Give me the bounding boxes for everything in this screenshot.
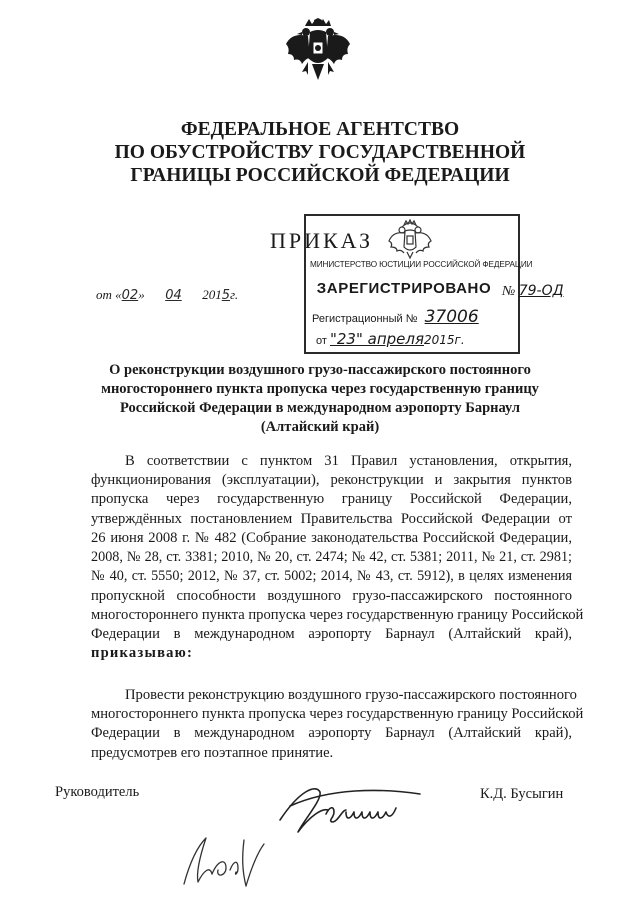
stamp-regnum-value: 37006: [424, 307, 479, 327]
preamble-line: 26 июня 2008 г. № 482 (Собрание законодательства Российской Федерации,: [91, 530, 572, 546]
stamp-date-prefix: от: [316, 335, 327, 347]
order-date: [96, 287, 238, 303]
handwritten-initials: [176, 826, 268, 892]
order-subject-line: О реконструкции воздушного грузо-пассажирского постоянного: [109, 362, 531, 378]
preamble-line: № 40, ст. 5550; 2012, № 37, ст. 5002; 2014, № 43, ст. 5912), в целях изменения: [91, 568, 572, 584]
stamp-registration-number: [312, 307, 479, 327]
agency-name-line: ГРАНИЦЫ РОССИЙСКОЙ ФЕДЕРАЦИИ: [130, 165, 510, 186]
stamp-regnum-label: Регистрационный №: [312, 313, 418, 325]
date-prefix: от «: [96, 287, 122, 302]
preamble-line: функционирования (эксплуатации), реконструкции и закрытия пунктов: [91, 472, 572, 488]
stamp-registered: ЗАРЕГИСТРИРОВАНО: [316, 280, 492, 297]
preamble-line: В соответствии с пунктом 31 Правил установления, открытия,: [125, 453, 572, 469]
preamble-line: Федерации в международном аэропорту Барнаул (Алтайский край),: [91, 626, 572, 642]
order-subject-line: (Алтайский край): [260, 419, 380, 435]
order-subject-line: Российской Федерации в международном аэропорту Барнаул: [119, 400, 521, 416]
double-headed-eagle-icon: [284, 18, 352, 88]
date-month: 04: [165, 288, 182, 303]
agency-name-line: ФЕДЕРАЛЬНОЕ АГЕНТСТВО: [180, 119, 460, 140]
order-line: предусмотрев его поэтапное принятие.: [91, 745, 334, 761]
order-subject-line: многостороннего пункта пропуска через государственную границу: [101, 381, 539, 397]
order-number-value: 79-ОД: [518, 283, 564, 299]
agency-name-line: ПО ОБУСТРОЙСТВУ ГОСУДАРСТВЕННОЙ: [114, 142, 526, 163]
date-year-prefix: 201: [202, 287, 222, 302]
preamble-line: пропускной способности воздушного грузо-пассажирского постоянного: [91, 588, 572, 604]
signature-role: Руководитель: [55, 784, 140, 800]
order-number: [502, 283, 564, 300]
preamble-line: 2008, № 28, ст. 3381; 2010, № 20, ст. 2474; № 42, ст. 5381; 2011, № 21, ст. 2981;: [91, 549, 572, 565]
date-year-end: г.: [230, 287, 239, 302]
order-line: многостороннего пункта пропуска через государственную границу Российской: [91, 706, 584, 722]
date-sep: »: [138, 287, 145, 302]
preamble-line: многостороннего пункта пропуска через государственную границу Российской: [91, 607, 584, 623]
stamp-ministry: МИНИСТЕРСТВО ЮСТИЦИИ РОССИЙСКОЙ ФЕДЕРАЦИИ: [310, 260, 533, 269]
date-day: 02: [121, 288, 139, 303]
order-number-prefix: №: [502, 284, 516, 299]
preamble-line: утверждённых постановлением Правительства Российской Федерации от: [91, 511, 572, 527]
eagle-stamp-icon: [386, 219, 434, 259]
stamp-date-value: "23" апреля: [329, 330, 424, 348]
stamp-date: [316, 330, 465, 348]
command-word: приказываю:: [91, 645, 194, 661]
stamp-date-year: 2015г.: [424, 333, 465, 347]
command-word-line: [91, 644, 572, 663]
order-line: Провести реконструкцию воздушного грузо-пассажирского постоянного: [125, 687, 577, 703]
handwritten-signature: [270, 780, 430, 840]
signature-name: К.Д. Бусыгин: [480, 786, 564, 802]
preamble-line: пропуска через государственную границу Российской Федерации,: [91, 491, 572, 507]
date-year-suffix: 5: [221, 288, 231, 303]
order-line: Федерации в международном аэропорту Барнаул (Алтайский край),: [91, 725, 572, 741]
order-title: ПРИКАЗ: [270, 228, 374, 253]
